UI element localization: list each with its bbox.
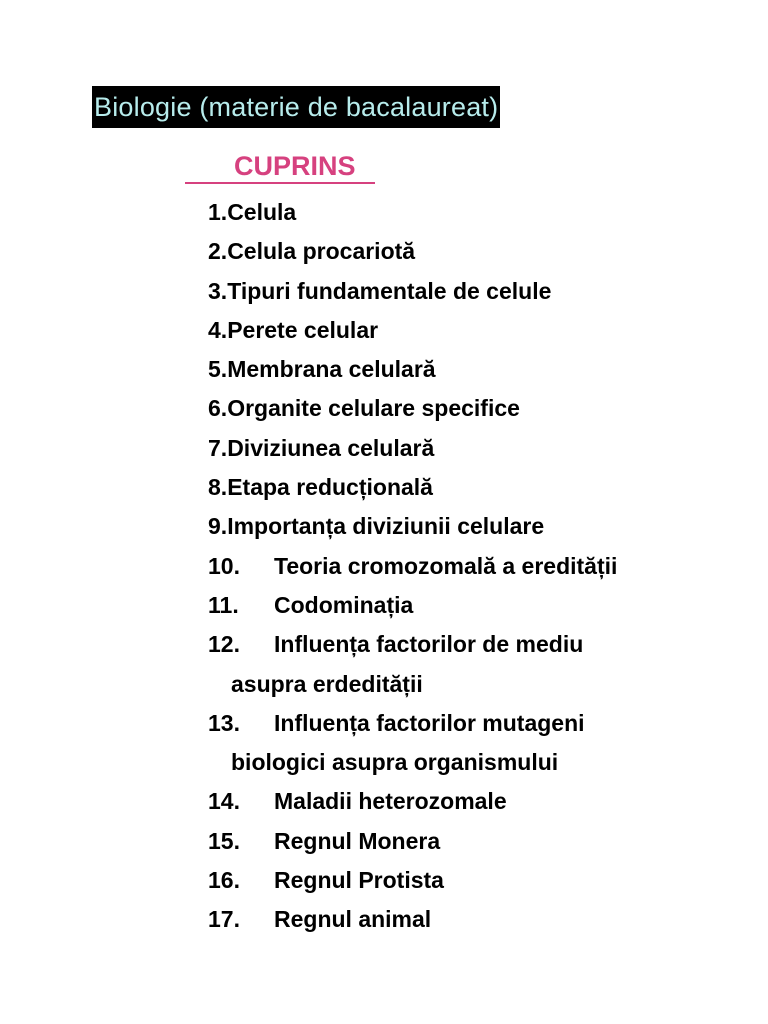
toc-item-text: Celula procariotă	[227, 238, 416, 265]
toc-item-number: 16.	[208, 867, 240, 894]
toc-item-number: 11.	[208, 591, 239, 618]
toc-item	[208, 272, 748, 311]
toc-item-number: 14.	[208, 788, 240, 815]
toc-item	[208, 704, 748, 783]
toc-item-text: Teoria cromozomală a eredității	[274, 552, 618, 579]
toc-item-text: Regnul Protista	[274, 867, 444, 894]
toc-item-text: Etapa reducțională	[227, 474, 433, 501]
toc-item	[208, 507, 748, 546]
toc-item-number: 17.	[208, 906, 240, 933]
toc-item	[208, 822, 748, 861]
toc-item-text: Regnul animal	[274, 906, 432, 933]
toc-item-text: Influența factorilor mutageni	[274, 709, 585, 736]
toc-item-text: Codominația	[274, 591, 414, 618]
toc-item-number: 2.	[208, 238, 228, 265]
toc-item-number: 9.	[208, 513, 228, 540]
toc-item	[208, 547, 748, 586]
toc-item	[208, 468, 748, 507]
toc-item	[208, 861, 748, 900]
toc-item-text: Influența factorilor de mediu	[274, 631, 584, 658]
toc-item-number: 12.	[208, 631, 240, 658]
toc-item	[208, 350, 748, 389]
toc-item-number: 6.	[208, 395, 228, 422]
toc-item-number: 13.	[208, 709, 240, 736]
toc-item	[208, 625, 748, 704]
toc-item	[208, 586, 748, 625]
toc-item-number: 1.	[208, 199, 228, 225]
toc-item	[208, 311, 748, 350]
toc-item-number: 4.	[208, 316, 228, 343]
toc-heading-underline	[185, 182, 375, 184]
toc-item-number: 15.	[208, 827, 240, 854]
document-title: Biologie (materie de bacalaureat)	[92, 86, 500, 128]
toc-item-text: Diviziunea celulară	[227, 434, 435, 461]
toc-heading-text: CUPRINS	[234, 151, 356, 181]
toc-item-text: Importanța diviziunii celulare	[227, 513, 545, 540]
toc-item-number: 7.	[208, 434, 228, 461]
toc-item-text: Celula	[227, 199, 297, 225]
toc-heading	[185, 148, 375, 184]
toc-item	[208, 900, 748, 939]
toc-item	[208, 232, 748, 271]
toc-item-number: 5.	[208, 356, 228, 383]
toc-item-text: Membrana celulară	[227, 356, 436, 383]
table-of-contents	[208, 193, 748, 940]
toc-item-text: Organite celulare specifice	[227, 395, 520, 422]
toc-item-number: 3.	[208, 277, 228, 304]
toc-item-text: Maladii heterozomale	[274, 788, 507, 815]
toc-item-continuation: biologici asupra organismului	[231, 749, 559, 776]
toc-item	[208, 429, 748, 468]
toc-item-number: 10.	[208, 552, 240, 579]
toc-item	[208, 782, 748, 821]
toc-item-number: 8.	[208, 474, 228, 501]
toc-item-continuation: asupra erdedității	[231, 670, 423, 697]
toc-item-text: Regnul Monera	[274, 827, 441, 854]
toc-item	[208, 193, 748, 232]
toc-item-text: Tipuri fundamentale de celule	[227, 277, 552, 304]
toc-item	[208, 389, 748, 428]
toc-item-text: Perete celular	[227, 316, 379, 343]
